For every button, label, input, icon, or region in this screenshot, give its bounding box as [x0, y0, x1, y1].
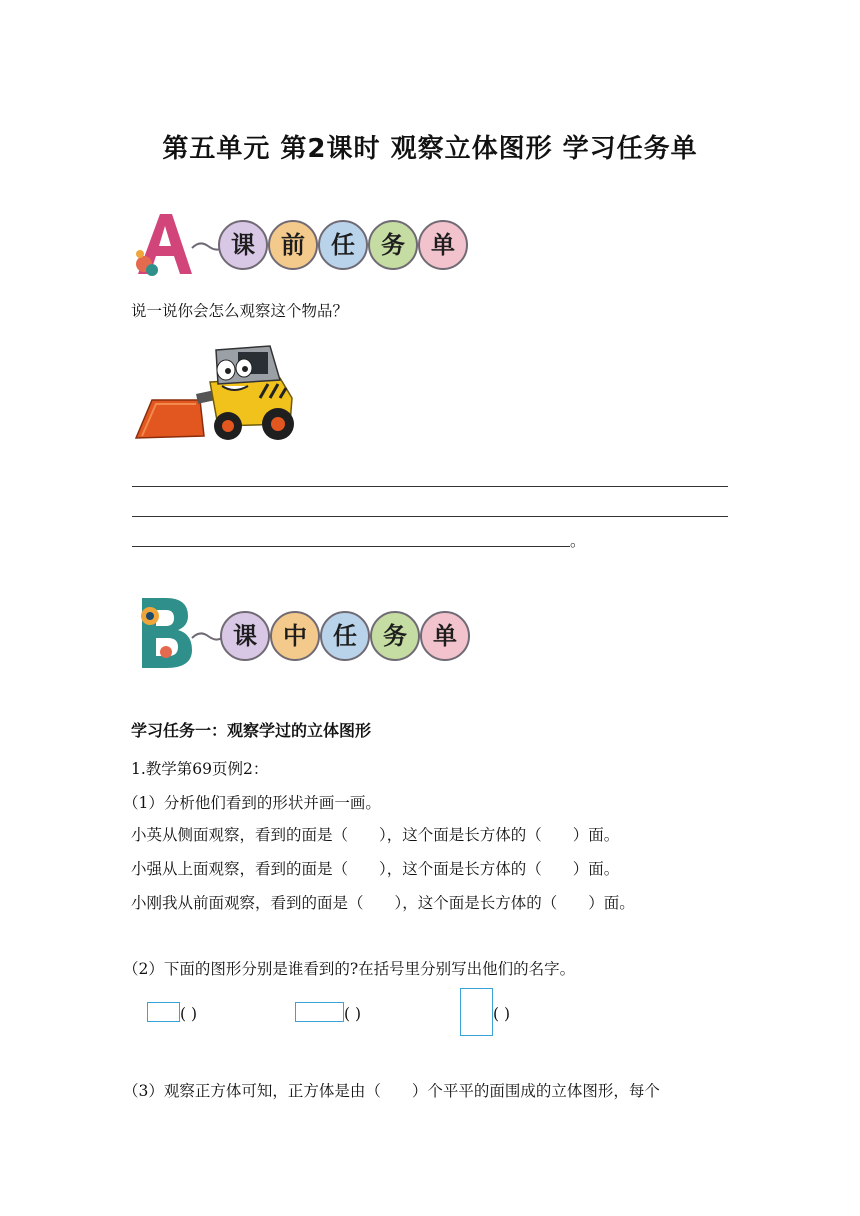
answer-end-mark: 。 [570, 532, 586, 550]
answer-line-1[interactable] [132, 486, 728, 487]
answer-line-2[interactable] [132, 516, 728, 517]
letter-a [186, 258, 187, 259]
banner-pre-class-tasks [130, 208, 475, 278]
task1-sub2: （2）下面的图形分别是谁看到的?在括号里分别写出他们的名字。 [123, 960, 576, 978]
banner-in-class-tasks [130, 594, 475, 664]
task1-sub3: （3）观察正方体可知，正方体是由（ ）个平平的面围成的立体图形，每个 [123, 1082, 660, 1100]
pre-question: 说一说你会怎么观察这个物品？ [131, 302, 349, 320]
shape-tall-rectangle [460, 988, 493, 1036]
shape-wide-rectangle [295, 1002, 344, 1022]
task1-heading: 学习任务一：观察学过的立体图形 [131, 721, 372, 740]
banner-a-char-1: 课 [218, 220, 268, 270]
task1-line-b: 小强从上面观察，看到的面是（ ），这个面是长方体的（ ）面。 [131, 860, 620, 878]
task1-line-c: 小刚我从前面观察，看到的面是（ ），这个面是长方体的（ ）面。 [131, 894, 635, 912]
banner-b-char-2: 中 [270, 611, 320, 661]
banner-a-char-2: 前 [268, 220, 318, 270]
shape-small-rectangle [147, 1002, 180, 1022]
banner-b-char-4: 务 [370, 611, 420, 661]
answer-line-3[interactable] [132, 546, 570, 547]
task1-line-a: 小英从侧面观察，看到的面是（ ），这个面是长方体的（ ）面。 [131, 826, 620, 844]
banner-b-char-1: 课 [220, 611, 270, 661]
bulldozer-image [130, 338, 300, 448]
letter-b-decoration [130, 594, 222, 670]
banner-a-char-4: 务 [368, 220, 418, 270]
name-paren-1[interactable]: ( ) [180, 1005, 198, 1023]
banner-a-char-3: 任 [318, 220, 368, 270]
banner-b-char-3: 任 [320, 611, 370, 661]
task1-sub1: （1）分析他们看到的形状并画一画。 [123, 794, 381, 812]
page-title: 第五单元 第2课时 观察立体图形 学习任务单 [162, 134, 698, 164]
name-paren-3[interactable]: ( ) [493, 1005, 511, 1023]
letter-a-decoration [130, 208, 220, 278]
banner-b-char-5: 单 [420, 611, 470, 661]
banner-a-char-5: 单 [418, 220, 468, 270]
task1-example: 1.教学第69页例2： [131, 760, 269, 778]
name-paren-2[interactable]: ( ) [344, 1005, 362, 1023]
letter-b [186, 644, 187, 645]
